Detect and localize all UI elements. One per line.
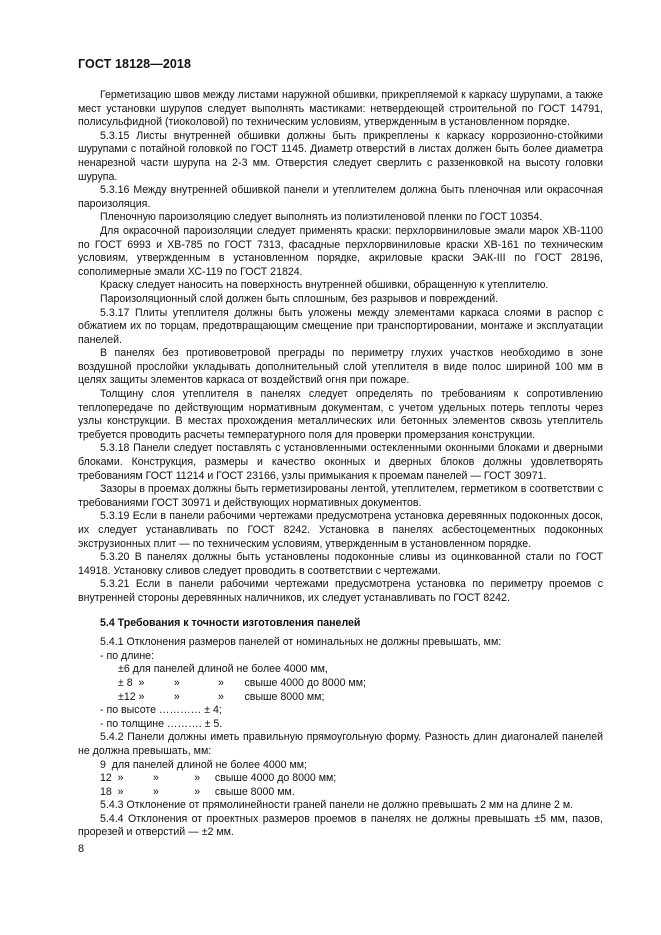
diagonal-row: 18 » » » свыше 8000 мм. <box>100 785 295 798</box>
page-number: 8 <box>78 843 85 855</box>
paragraph: Для окрасочной пароизоляции следует применять краски: перхлорвиниловые эмали марок ХВ-1100 по ГОСТ 6993 и ХВ-785 по ГОСТ 7313, фасадные перхлорвиниловые краски ХВ-161 по техническим условиям, утвержденным в установленном порядке, акриловые краски ЭАК-III по ГОСТ 28196, сополимерные эмали ХС-119 по ГОСТ 21824. <box>78 224 603 278</box>
paragraph: 5.3.15 Листы внутренней обшивки должны быть прикреплены к каркасу коррозионно-стойкими шурупами с потайной головкой по ГОСТ 1145. Диаметр отверстий в листах должен быть более диаметра ненарезной части шурупа на 2-3 мм. Отверстия следует сверлить с раззенковкой на высоту головки шурупа. <box>78 129 603 183</box>
tolerance-thickness: - по толщине ………. ± 5. <box>100 717 223 730</box>
straightness-paragraph: 5.4.3 Отклонение от прямолинейности граней панели не должно превышать 2 мм на длине 2 м. <box>100 799 574 812</box>
paragraph: 5.3.21 Если в панели рабочими чертежами предусмотрена установка по периметру проемов с внутренней стороны деревянных наличников, их следует устанавливать по ГОСТ 8242. <box>78 578 603 604</box>
tolerance-length-label: - по длине: <box>100 649 155 662</box>
paragraph: 5.3.18 Панели следует поставлять с установленными остекленными оконными блоками и дверными блоками. Конструкция, размеры и качество оконных и дверных блоков должны удовлетворять требованиям ГОСТ 11214 и ГОСТ 23166, узлы примыкания к проемам панелей — ГОСТ 30971. <box>78 442 603 482</box>
paragraph: 5.3.20 В панелях должны быть установлены подоконные сливы из оцинкованной стали по ГОСТ 14918. Установку сливов следует проводить в соответствии с чертежами. <box>78 551 603 577</box>
openings-paragraph: 5.4.4 Отклонения от проектных размеров проемов в панелях не должны превышать ±5 мм, пазов, прорезей и отверстий — ±2 мм. <box>78 812 603 839</box>
paragraph: Пароизоляционный слой должен быть сплошным, без разрывов и повреждений. <box>100 292 499 305</box>
diagonal-row: 9 для панелей длиной не более 4000 мм; <box>100 758 307 771</box>
paragraph: 5.3.19 Если в панели рабочими чертежами предусмотрена установка деревянных подоконных досок, их следует устанавливать по ГОСТ 8242. Установка в панелях асбестоцементных подоконных экструзионных плит — по техническим условиям, утвержденным в установленном порядке. <box>78 510 603 550</box>
diagonal-row: 12 » » » свыше 4000 до 8000 мм; <box>100 772 337 785</box>
paragraph: В панелях без противоветровой преграды по периметру глухих участков необходимо в зоне воздушной прослойки укладывать дополнительный слой утеплителя в виде полос шириной 100 мм в целях защиты элементов каркаса от воздействий огня при пожаре. <box>78 347 603 387</box>
paragraph: 5.3.17 Плиты утеплителя должны быть уложены между элементами каркаса слоями в распор с обжатием их по торцам, предотвращающим смещение при транспортировании, монтаже и эксплуатации панелей. <box>78 306 603 346</box>
paragraph: Пленочную пароизоляцию следует выполнять из полиэтиленовой пленки по ГОСТ 10354. <box>100 211 543 224</box>
tolerance-row: ±12 » » » свыше 8000 мм; <box>118 690 325 703</box>
paragraph: Краску следует наносить на поверхность внутренней обшивки, обращенную к утеплителю. <box>100 279 549 292</box>
document-header: ГОСТ 18128—2018 <box>78 57 192 71</box>
paragraph: Герметизацию швов между листами наружной обшивки, прикрепляемой к каркасу шурупами, а также мест установки шурупов следует выполнять мастиками: нетвердеющей строительной по ГОСТ 14791, полисульфидной (тиоколовой) по техническим условиям, утвержденным в установленном порядке. <box>78 89 603 129</box>
tolerance-intro: 5.4.1 Отклонения размеров панелей от номинальных не должны превышать, мм: <box>100 636 502 649</box>
section-heading: 5.4 Требования к точности изготовления панелей <box>100 616 361 629</box>
paragraph: 5.3.16 Между внутренней обшивкой панели и утеплителем должна быть пленочная или окрасочная пароизоляция. <box>78 184 603 210</box>
tolerance-row: ±6 для панелей длиной не более 4000 мм, <box>118 663 328 676</box>
paragraph: Зазоры в проемах должны быть герметизированы лентой, утеплителем, герметиком в соответствии с требованиями ГОСТ 30971 и действующих нормативных документов. <box>78 483 603 509</box>
tolerance-row: ± 8 » » » свыше 4000 до 8000 мм; <box>118 676 366 689</box>
paragraph: Толщину слоя утеплителя в панелях следует определять по требованиям к сопротивлению теплопередаче по действующим нормативным документам, с учетом удельных потерь теплоты через узлы конструкции. В местах прохождения металлических или бетонных элементов сквозь утеплитель требуется проводить расчеты температурного поля для проверки промерзания конструкции. <box>78 388 603 441</box>
tolerance-height: - по высоте ………… ± 4; <box>100 704 222 717</box>
document-body <box>78 89 603 840</box>
diagonal-paragraph: 5.4.2 Панели должны иметь правильную прямоугольную форму. Разность длин диагоналей панелей не должна превышать, мм: <box>78 731 603 757</box>
